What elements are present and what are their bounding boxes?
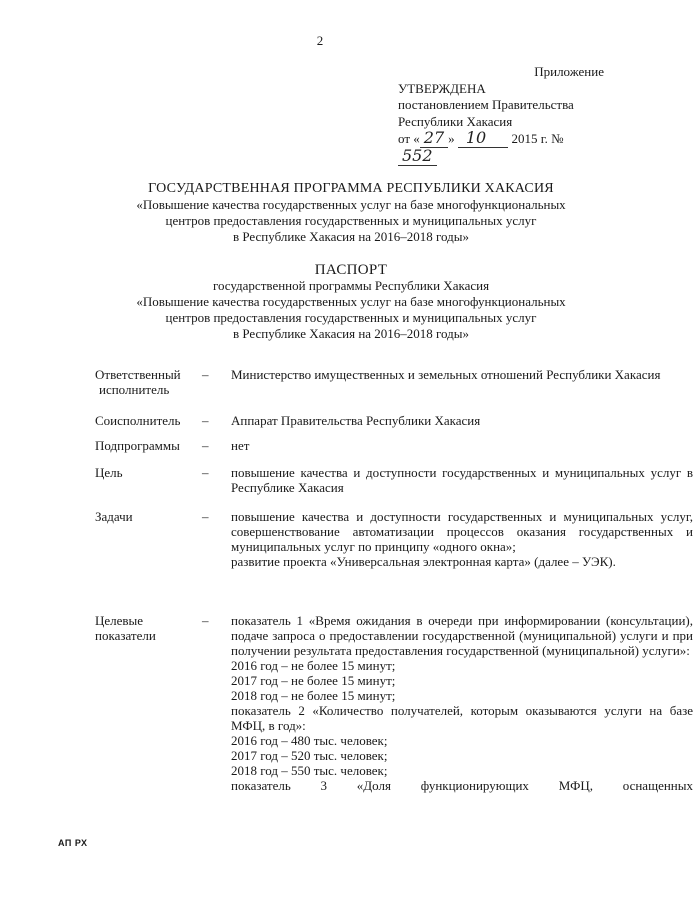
indicator-2-2016: 2016 год – 480 тыс. человек; — [231, 733, 388, 748]
row-indicators-label-2: показатели — [95, 628, 156, 643]
row-executor-label — [95, 367, 200, 397]
row-executor-dash: – — [202, 367, 209, 382]
approval-line-1: постановлением Правительства — [398, 97, 574, 112]
date-year: 2015 г. № — [508, 131, 564, 146]
program-title-line-3: в Республике Хакасия на 2016–2018 годы» — [232, 229, 470, 244]
approved-heading: УТВЕРЖДЕНА — [398, 80, 486, 96]
passport-line-2: «Повышение качества государственных услуг на базе многофункциональных — [136, 294, 566, 309]
row-subprograms-value: нет — [231, 438, 250, 453]
row-subprograms-dash: – — [202, 438, 209, 453]
row-tasks-label: Задачи — [95, 509, 133, 524]
date-prefix: от « — [398, 131, 420, 146]
row-indicators-value — [231, 613, 693, 793]
document-number-handwritten: 552 — [398, 146, 437, 166]
row-executor — [95, 367, 661, 399]
row-goal-label: Цель — [95, 465, 123, 480]
row-subprograms-label: Подпрограммы — [95, 438, 180, 453]
tasks-paragraph-2: развитие проекта «Универсальная электронная карта» (далее – УЭК). — [231, 554, 616, 569]
indicator-1-text: показатель 1 «Время ожидания в очереди при информировании (консультации), подаче запроса о предоставлении государственной (муниципальной) услуги и при получении результата предоставления государственной (муниципальной) услуги»: — [231, 613, 693, 658]
row-tasks-dash: – — [202, 509, 209, 524]
indicator-1-2016: 2016 год – не более 15 минут; — [231, 658, 396, 673]
program-title-line-2: центров предоставления государственных и муниципальных услуг — [165, 213, 537, 228]
program-title — [60, 181, 642, 245]
row-executor-value: Министерство имущественных и земельных отношений Республики Хакасия — [231, 367, 661, 382]
row-goal-value: повышение качества и доступности государственных и муниципальных услуг в Республике Хакасия — [231, 465, 693, 495]
row-tasks-value — [231, 509, 693, 569]
program-title-line-1: «Повышение качества государственных услуг на базе многофункциональных — [136, 197, 566, 212]
passport-line-4: в Республике Хакасия на 2016–2018 годы» — [232, 326, 470, 341]
attachment-label: Приложение — [534, 64, 604, 79]
row-indicators-label — [95, 613, 200, 643]
date-day-handwritten: 27 — [420, 128, 448, 148]
approval-date-line — [398, 130, 604, 165]
indicator-1-2017: 2017 год – не более 15 минут; — [231, 673, 396, 688]
indicator-2-2017: 2017 год – 520 тыс. человек; — [231, 748, 388, 763]
row-coexecutor-value: Аппарат Правительства Республики Хакасия — [231, 413, 481, 428]
indicator-3-text: показатель 3 «Доля функционирующих МФЦ, оснащенных — [231, 778, 693, 793]
row-executor-label-2: исполнитель — [99, 382, 170, 397]
approval-line-2: Республики Хакасия — [398, 113, 513, 129]
indicator-2-text: показатель 2 «Количество получателей, которым оказываются услуги на базе МФЦ, в год»: — [231, 703, 693, 733]
program-title-main: ГОСУДАРСТВЕННАЯ ПРОГРАММА РЕСПУБЛИКИ ХАКАСИЯ — [148, 181, 554, 196]
row-indicators-dash: – — [202, 613, 209, 628]
page-number: 2 — [316, 33, 324, 48]
row-indicators-label-1: Целевые — [95, 613, 144, 628]
passport-line-1: государственной программы Республики Хакасия — [212, 278, 490, 293]
row-coexecutor-label: Соисполнитель — [95, 413, 181, 428]
footer-mark: АП РХ — [58, 838, 88, 848]
date-month-handwritten: 10 — [458, 128, 508, 148]
date-mid: » — [448, 131, 458, 146]
passport-title — [60, 262, 642, 342]
approval-block — [398, 64, 604, 165]
row-executor-label-1: Ответственный — [95, 367, 181, 382]
row-coexecutor-dash: – — [202, 413, 209, 428]
row-goal-dash: – — [202, 465, 209, 480]
tasks-paragraph-1: повышение качества и доступности государственных и муниципальных услуг, совершенствование автоматизации процессов оказания государственных и муниципальных услуг по принципу «одного окна»; — [231, 509, 693, 554]
passport-heading: ПАСПОРТ — [314, 262, 388, 278]
indicator-2-2018: 2018 год – 550 тыс. человек; — [231, 763, 388, 778]
passport-line-3: центров предоставления государственных и муниципальных услуг — [165, 310, 537, 325]
indicator-1-2018: 2018 год – не более 15 минут; — [231, 688, 396, 703]
